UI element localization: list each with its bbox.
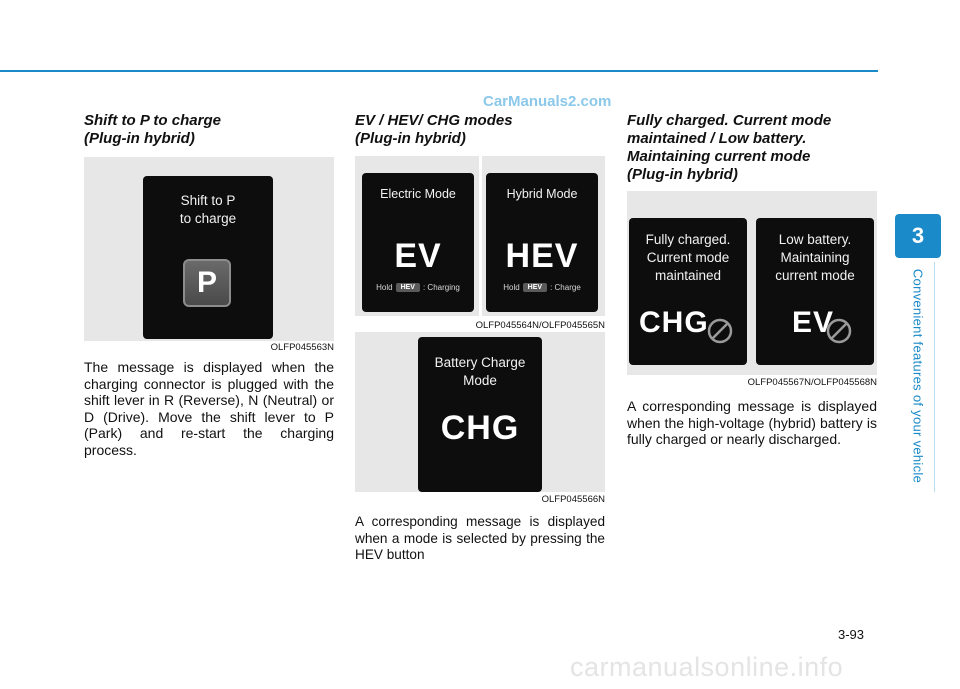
figure-caption: OLFP045567N/OLFP045568N: [747, 377, 877, 388]
screen-line: Battery Charge: [434, 355, 526, 370]
cluster-screen-fully-charged: [629, 218, 747, 365]
heading-line: maintained / Low battery.: [627, 130, 807, 147]
mode-label-ev: EV: [394, 237, 442, 275]
header-rule: [0, 70, 878, 72]
hint-row: [486, 283, 598, 292]
section-heading-ev-modes: [355, 112, 605, 148]
screen-line: Current mode: [646, 250, 730, 265]
cluster-screen-battery-charge: [418, 337, 542, 492]
prohibited-icon: [826, 318, 852, 344]
heading-line: (Plug-in hybrid): [84, 130, 195, 147]
screen-line: Shift to P: [180, 193, 236, 208]
screen-message: [418, 354, 542, 390]
screen-message: [143, 192, 273, 228]
figure-caption: OLFP045566N: [541, 494, 605, 505]
screen-title: Hybrid Mode: [506, 187, 578, 201]
watermark-bottom: carmanualsonline.info: [570, 652, 844, 682]
screen-line: current mode: [775, 268, 855, 283]
heading-line: Fully charged. Current mode: [627, 112, 832, 129]
mode-label-chg: CHG: [639, 306, 709, 339]
mode-label-ev: EV: [792, 306, 835, 339]
page-number: 3-93: [838, 627, 865, 642]
heading-line: (Plug-in hybrid): [355, 130, 466, 147]
section-heading-shift-to-p: [84, 112, 334, 148]
hint-row: [362, 283, 474, 292]
body-paragraph: The message is displayed when the charging connector is plugged with the shift lever in R (Reverse), N (Neutral) or D (Drive). Move the shift lever to P (Park) and re-start the charging process.: [84, 359, 334, 458]
hint-text: Hold: [503, 283, 520, 292]
chapter-tab: 3: [895, 214, 941, 258]
screen-title: Electric Mode: [380, 187, 456, 201]
screen-line: Maintaining: [780, 250, 850, 265]
cluster-screen-shift-to-p: [143, 176, 273, 339]
body-paragraph: A corresponding message is displayed when a mode is selected by pressing the HEV button: [355, 514, 605, 562]
figure-caption: OLFP045563N: [270, 342, 334, 353]
screen-line: Mode: [463, 373, 497, 388]
figure-caption: OLFP045564N/OLFP045565N: [475, 320, 605, 331]
heading-line: EV / HEV/ CHG modes: [355, 112, 513, 129]
mode-label-hev: HEV: [505, 237, 579, 275]
chapter-divider: [934, 262, 935, 492]
cluster-screen-hybrid-mode: [486, 173, 598, 312]
figure-shift-to-p: [84, 157, 334, 341]
figure-divider: [479, 156, 482, 316]
figure-battery-charge-mode: [355, 332, 605, 492]
figure-ev-hev-modes: [355, 156, 605, 316]
screen-line: Fully charged.: [645, 232, 731, 247]
mode-label-chg: CHG: [440, 409, 520, 447]
hev-button-icon: HEV: [396, 283, 420, 292]
chapter-title: Convenient features of your vehicle: [910, 268, 926, 484]
hint-text: : Charge: [550, 283, 581, 292]
prohibited-icon: [707, 318, 733, 344]
screen-message: [756, 231, 874, 285]
section-heading-fully-charged: [627, 112, 877, 184]
cluster-screen-electric-mode: [362, 173, 474, 312]
screen-line: Low battery.: [778, 232, 852, 247]
hev-button-icon: HEV: [523, 283, 547, 292]
screen-line: to charge: [179, 211, 237, 226]
watermark-top: CarManuals2.com: [483, 93, 612, 110]
figure-battery-status: [627, 191, 877, 375]
hint-text: Hold: [376, 283, 393, 292]
screen-line: maintained: [654, 268, 722, 283]
body-paragraph: A corresponding message is displayed when the high-voltage (hybrid) battery is fully charged or nearly discharged.: [627, 398, 877, 447]
cluster-screen-low-battery: [756, 218, 874, 365]
heading-line: Maintaining current mode: [627, 148, 811, 165]
heading-line: Shift to P to charge: [84, 112, 221, 129]
screen-message: [629, 231, 747, 285]
hint-text: : Charging: [422, 283, 460, 292]
park-gear-icon: P: [183, 259, 231, 307]
heading-line: (Plug-in hybrid): [627, 166, 738, 183]
